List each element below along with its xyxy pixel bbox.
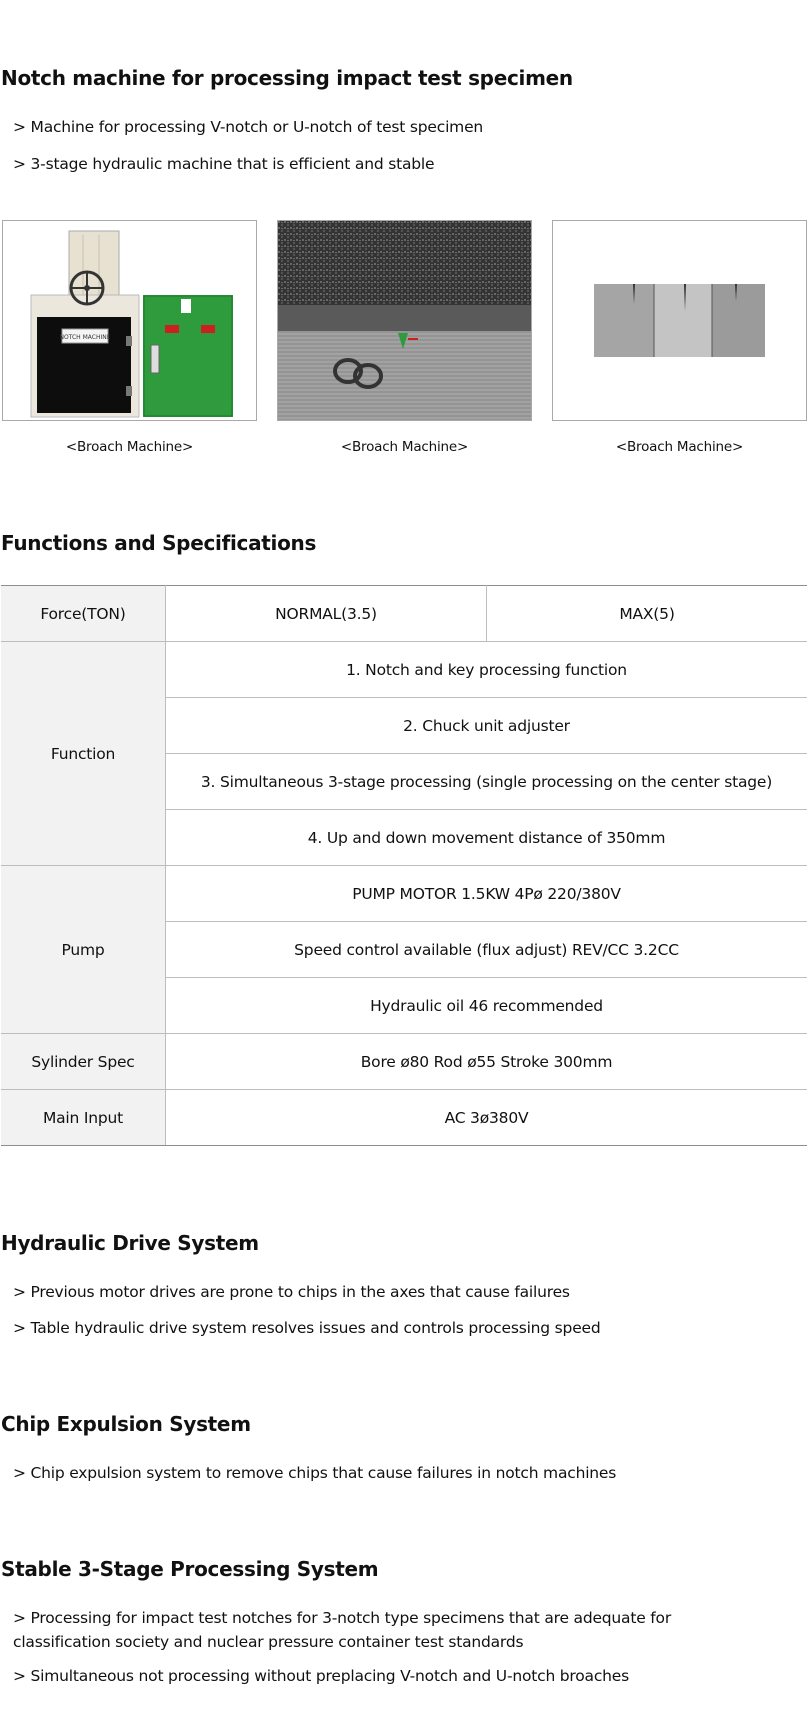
table-row [1,642,807,698]
chip-bullet-1: > Chip expulsion system to remove chips that cause failures in notch machines [13,1464,617,1482]
force-normal: NORMAL(3.5) [166,586,487,642]
hydraulic-title: Hydraulic Drive System [1,1231,259,1255]
pump-label: Pump [1,866,166,1034]
hydraulic-bullet-1: > Previous motor drives are prone to chips in the axes that cause failures [13,1283,570,1301]
spec-table [1,585,807,1146]
chip-title: Chip Expulsion System [1,1412,251,1436]
stable-bullet-2: > Simultaneous not processing without preplacing V-notch and U-notch broaches [13,1667,630,1685]
table-row [1,1090,807,1146]
gallery-caption-1: <Broach Machine> [65,439,194,455]
pump-item-1: PUMP MOTOR 1.5KW 4Pø 220/380V [166,866,807,922]
gallery-caption-3: <Broach Machine> [615,439,744,455]
intro-bullet-1: > Machine for processing V-notch or U-notch of test specimen [13,118,484,136]
pump-item-2: Speed control available (flux adjust) REV/CC 3.2CC [166,922,807,978]
function-label: Function [1,642,166,866]
page-title: Notch machine for processing impact test specimen [1,66,573,90]
specimen-image [552,220,807,421]
main-input-label: Main Input [1,1090,166,1146]
intro-bullet-2: > 3-stage hydraulic machine that is efficient and stable [13,155,435,173]
cylinder-value: Bore ø80 Rod ø55 Stroke 300mm [166,1034,807,1090]
hydraulic-bullet-2: > Table hydraulic drive system resolves issues and controls processing speed [13,1319,601,1337]
main-input-value: AC 3ø380V [166,1090,807,1146]
table-row [1,586,807,642]
stable-bullet-1: > Processing for impact test notches for 3-notch type specimens that are adequate for classification society and nuclear pressure container test standards [13,1609,672,1651]
table-row [1,1034,807,1090]
function-item-1: 1. Notch and key processing function [166,642,807,698]
specs-title: Functions and Specifications [1,531,317,555]
stable-title: Stable 3-Stage Processing System [1,1557,379,1581]
force-label: Force(TON) [1,586,166,642]
cylinder-label: Sylinder Spec [1,1034,166,1090]
notch-closeup-image [277,220,532,421]
gallery-caption-2: <Broach Machine> [340,439,469,455]
machine-label-plate: NOTCH MACHINE [59,334,111,341]
pump-item-3: Hydraulic oil 46 recommended [166,978,807,1034]
force-max: MAX(5) [487,586,807,642]
function-item-2: 2. Chuck unit adjuster [166,698,807,754]
function-item-3: 3. Simultaneous 3-stage processing (single processing on the center stage) [166,754,807,810]
broach-machine-image [2,220,257,421]
table-row [1,866,807,922]
function-item-4: 4. Up and down movement distance of 350mm [166,810,807,866]
